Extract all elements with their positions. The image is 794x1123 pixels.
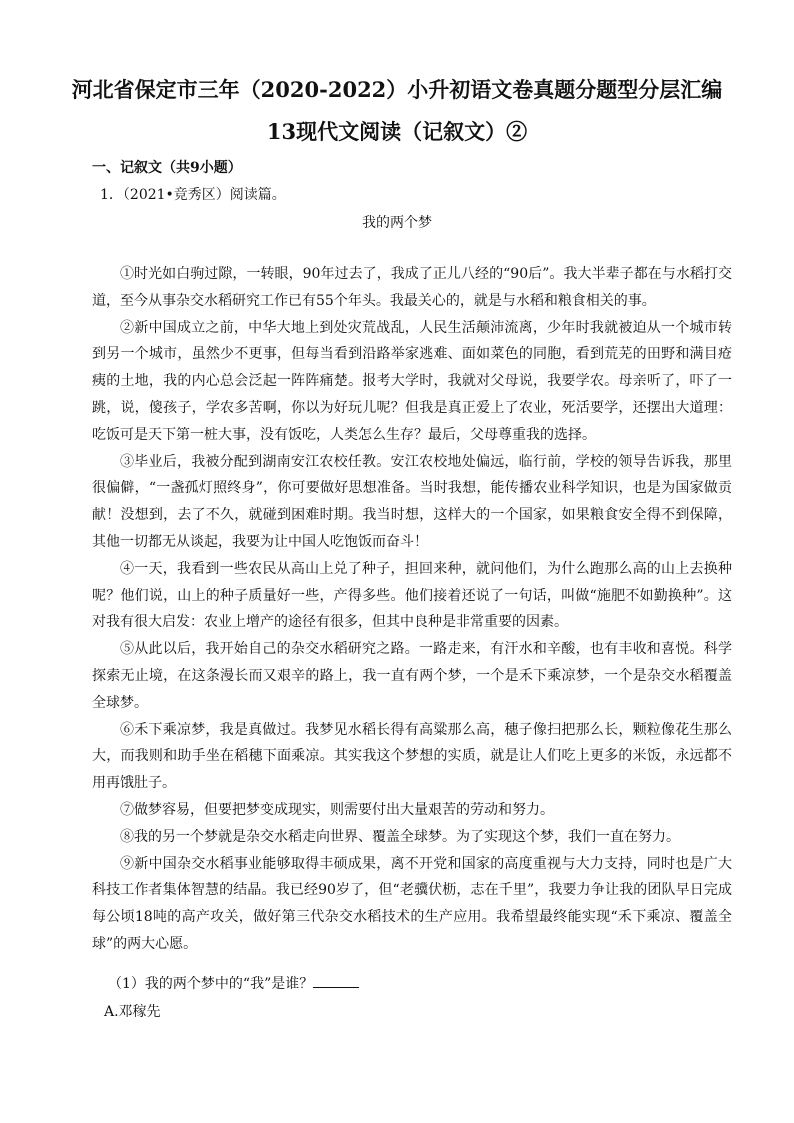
- paragraph-4: ④一天，我看到一些农民从高山上兑了种子，担回来种，就问他们，为什么跑那么高的山上去换种呢？他们说，山上的种子质量好一些，产得多些。他们接着还说了一句话，叫做“施肥不如勤换种”。这对我有很大启发：农业上增产的途径有很多，但其中良种是非常重要的因素。: [92, 560, 732, 631]
- paragraph-7: ⑦做梦容易，但要把梦变成现实，则需要付出大量艰苦的劳动和努力。: [120, 801, 554, 818]
- paragraph-5: ⑤从此以后，我开始自己的杂交水稻研究之路。一路走来，有汗水和辛酸，也有丰收和喜悦。科学探索无止境，在这条漫长而又艰辛的路上，我一直有两个梦，一个是禾下乘凉梦，一个是杂交水稻覆盖全球梦。: [92, 641, 732, 711]
- section-heading: 一、记叙文（共9小题）: [92, 160, 242, 176]
- document-title-line-1: 河北省保定市三年（2020-2022）小升初语文卷真题分题型分层汇编: [71, 77, 723, 102]
- paragraph-6: ⑥禾下乘凉梦，我是真做过。我梦见水稻长得有高粱那么高，穗子像扫把那么长，颗粒像花生那么大，而我则和助手坐在稻穗下面乘凉。其实我这个梦想的实质，就是让人们吃上更多的米饭，永远都不用再饿肚子。: [92, 721, 732, 792]
- document-title-line-2: 13现代文阅读（记叙文）②: [266, 119, 528, 144]
- paragraph-8: ⑧我的另一个梦就是杂交水稻走向世界、覆盖全球梦。为了实现这个梦，我们一直在努力。: [120, 828, 680, 845]
- answer-blank[interactable]: [313, 973, 359, 988]
- paragraph-1: ①时光如白驹过隙，一转眼，90年过去了，我成了正儿八经的“90后”。我大半辈子都在与水稻打交道，至今从事杂交水稻研究工作已有55个年头。我最关心的，就是与水稻和粮食相关的事。: [92, 266, 732, 309]
- passage-title: 我的两个梦: [362, 215, 432, 231]
- sub-question-1: [108, 973, 359, 995]
- option-a[interactable]: A.邓稼先: [104, 1004, 161, 1020]
- sub-question-1-text: （1）我的两个梦中的“我”是谁？: [108, 976, 314, 992]
- question-number: 1．（2021•竞秀区）阅读篇。: [100, 187, 286, 203]
- passage-body: [92, 261, 732, 958]
- paragraph-9: ⑨新中国杂交水稻事业能够取得丰硕成果，离不开党和国家的高度重视与大力支持，同时也是广大科技工作者集体智慧的结晶。我已经90岁了，但“老骥伏枥，志在千里”，我要力争让我的团队早日完成每公顷18吨的高产攻关，做好第三代杂交水稻技术的生产应用。我希望最终能实现“禾下乘凉、覆盖全球”的两大心愿。: [92, 855, 732, 952]
- paragraph-3: ③毕业后，我被分配到湖南安江农校任教。安江农校地处偏远，临行前，学校的领导告诉我，那里很偏僻，“一盏孤灯照终身”，你可要做好思想准备。当时我想，能传播农业科学知识，也是为国家做贡献！没想到，去了不久，就碰到困难时期。我当时想，这样大的一个国家，如果粮食安全得不到保障，其他一切都无从谈起，我要为让中国人吃饱饭而奋斗！: [92, 453, 732, 550]
- paragraph-2: ②新中国成立之前，中华大地上到处灾荒战乱，人民生活颠沛流离，少年时我就被迫从一个城市转到另一个城市，虽然少不更事，但每当看到沿路举家逃难、面如菜色的同胞，看到荒芜的田野和满目疮痍的土地，我的内心总会泛起一阵阵痛楚。报考大学时，我就对父母说，我要学农。母亲听了，吓了一跳，说，傻孩子，学农多苦啊，你以为好玩儿呢？但我是真正爱上了农业，死活要学，还摆出大道理：吃饭可是天下第一桩大事，没有饭吃，人类怎么生存？最后，父母尊重我的选择。: [92, 319, 732, 443]
